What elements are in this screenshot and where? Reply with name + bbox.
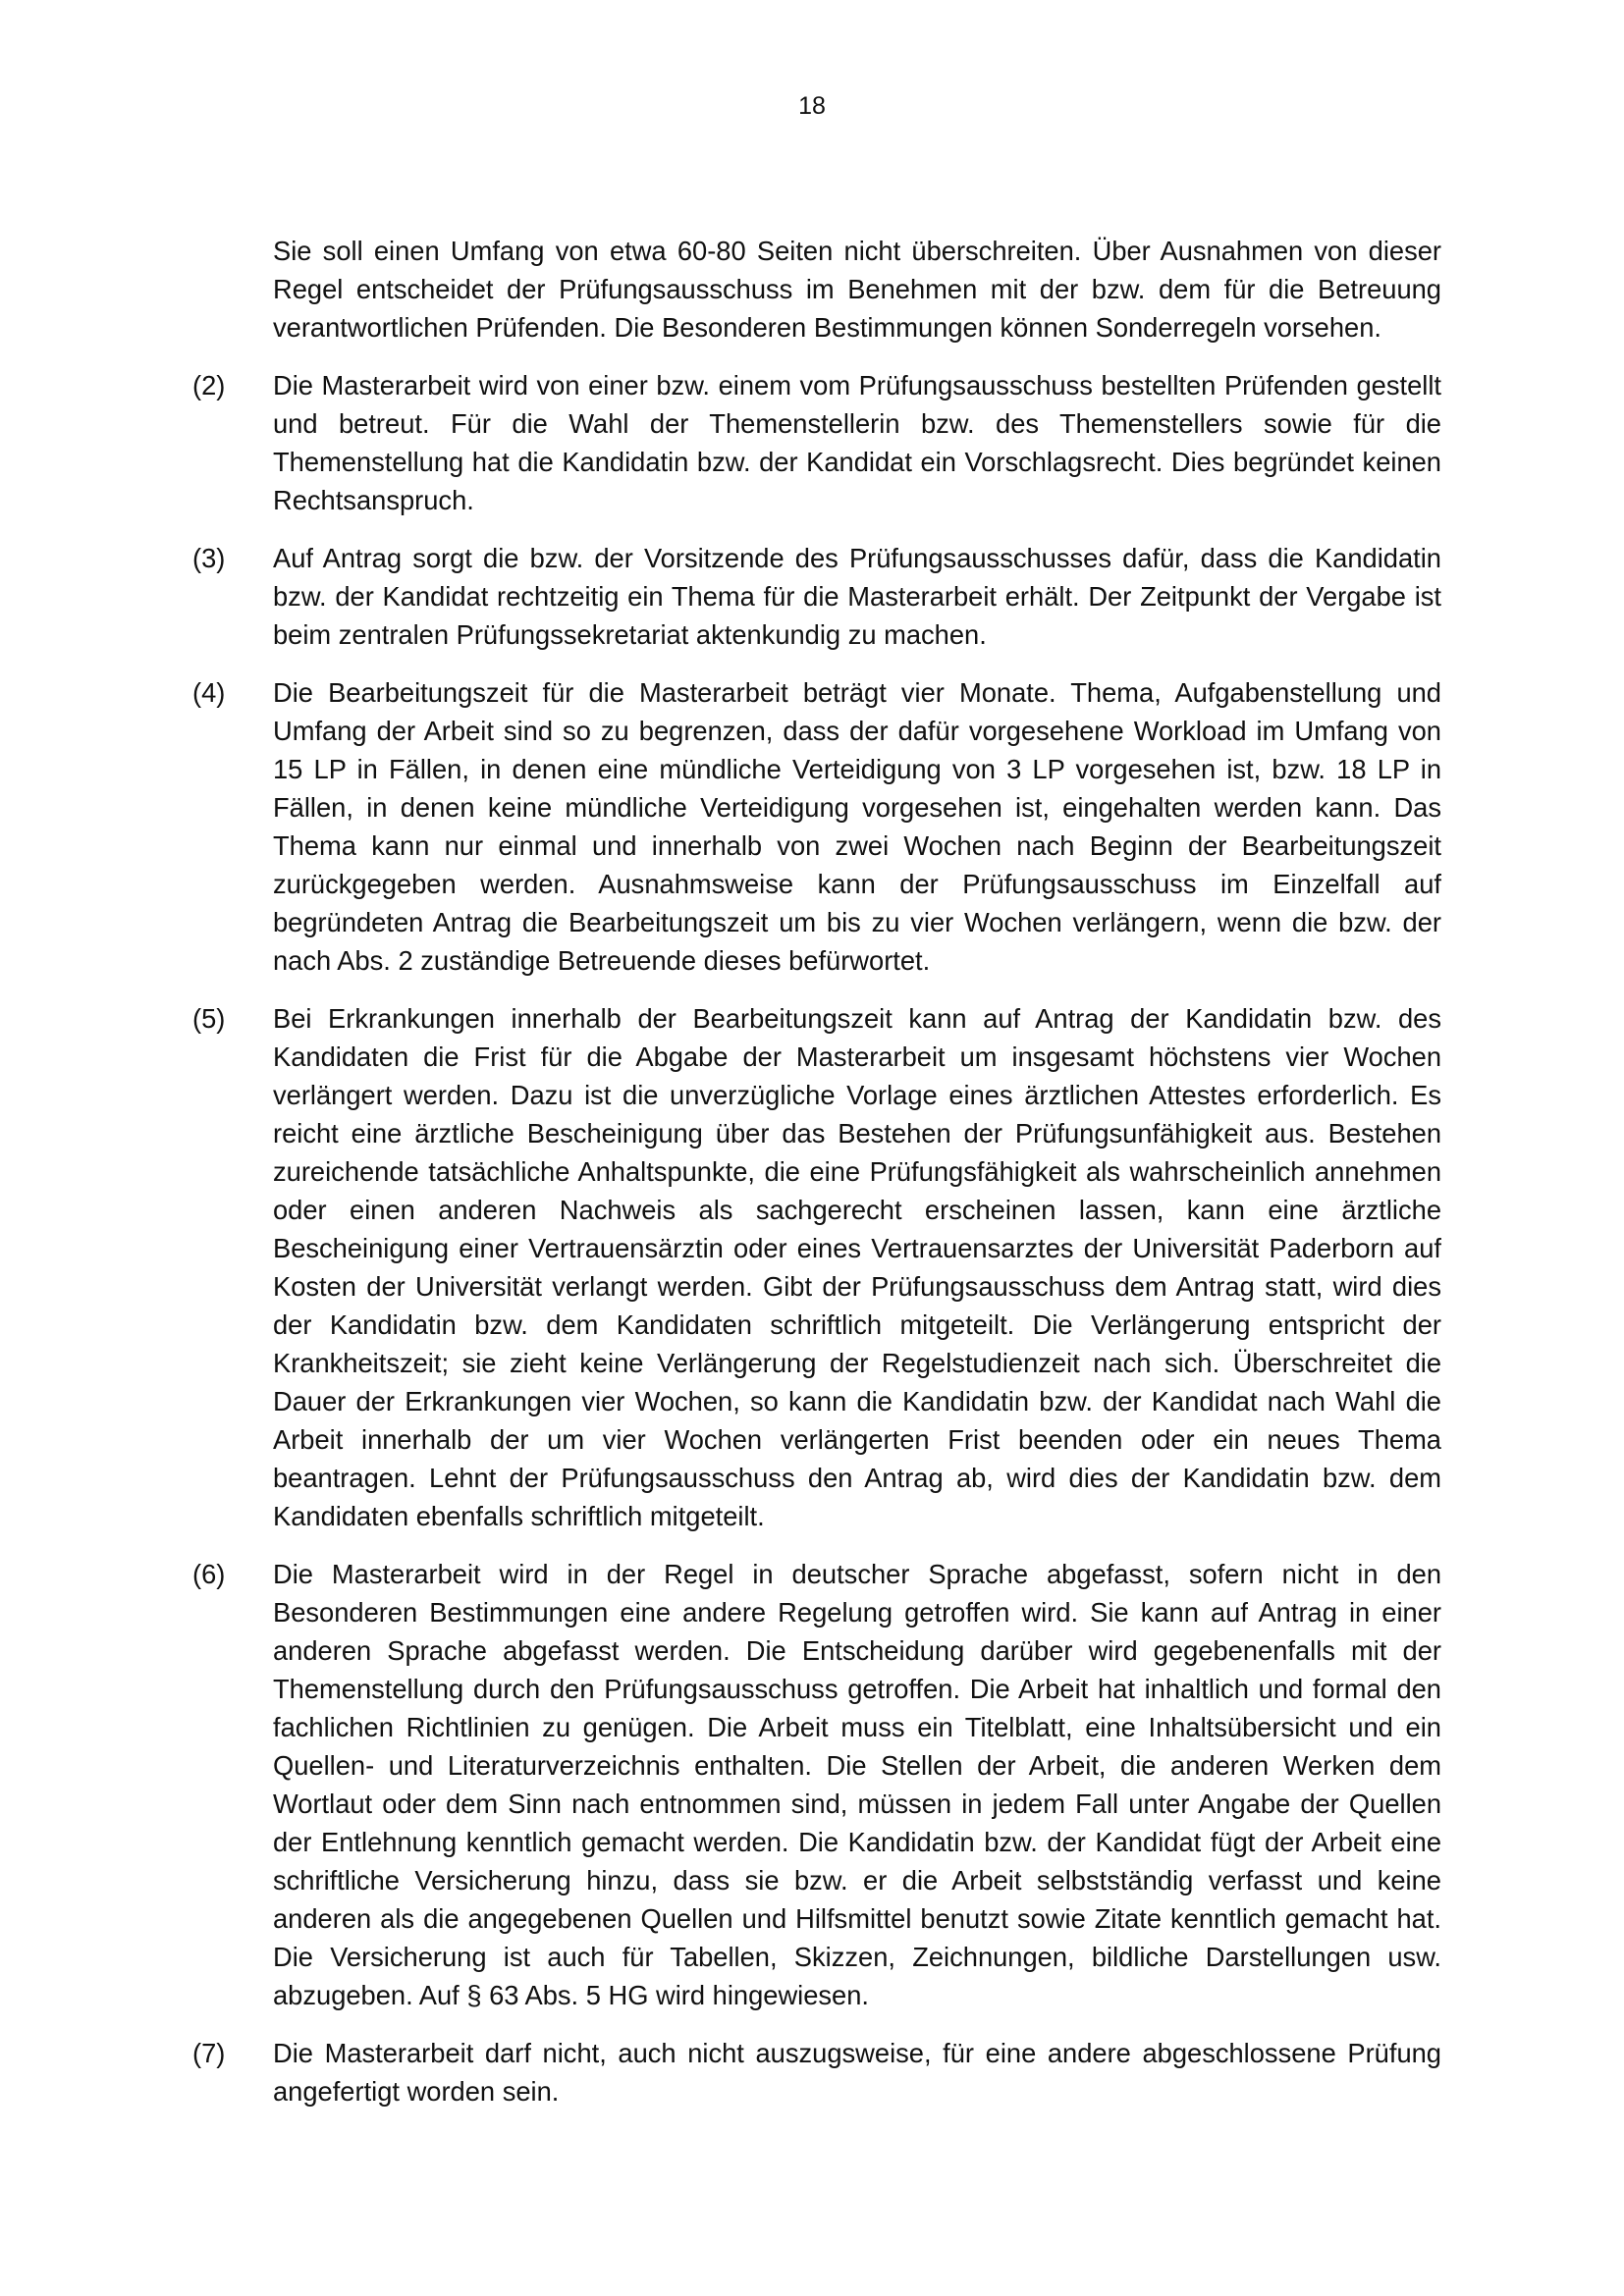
paragraph-text: Die Masterarbeit wird in der Regel in deutscher Sprache abgefasst, sofern nicht in den Besonderen Bestimmungen eine andere Regelung getroffen wird. Sie kann auf Antrag in einer anderen Sprache abgefasst werden. Die Entscheidung darüber wird gegebenenfalls mit der Themenstellung durch den Prüfungsausschuss getroffen. Die Arbeit hat inhaltlich und formal den fachlichen Richtlinien zu genügen. Die Arbeit muss ein Titelblatt, eine Inhaltsübersicht und ein Quellen- und Literaturverzeichnis enthalten. Die Stellen der Arbeit, die anderen Werken dem Wortlaut oder dem Sinn nach entnommen sind, müssen in jedem Fall unter Angabe der Quellen der Entlehnung kenntlich gemacht werden. Die Kandidatin bzw. der Kandidat fügt der Arbeit eine schriftliche Versicherung hinzu, dass sie bzw. er die Arbeit selbstständig verfasst und keine anderen als die angegebenen Quellen und Hilfsmittel benutzt sowie Zitate kenntlich gemacht hat. Die Versicherung ist auch für Tabellen, Skizzen, Zeichnungen, bildliche Darstellungen usw. abzugeben. Auf § 63 Abs. 5 HG wird hingewiesen. bbox=[273, 1559, 1441, 2010]
paragraph-3 bbox=[192, 539, 1441, 654]
paragraph-number: (5) bbox=[192, 1003, 226, 1034]
paragraph-number: (4) bbox=[192, 677, 226, 708]
paragraph-number: (6) bbox=[192, 1559, 226, 1589]
paragraph-number: (2) bbox=[192, 370, 226, 400]
paragraph-text: Sie soll einen Umfang von etwa 60-80 Seiten nicht überschreiten. Über Ausnahmen von dieser Regel entscheidet der Prüfungsausschuss im Benehmen mit der bzw. dem für die Betreuung verantwortlichen Prüfenden. Die Besonderen Bestimmungen können Sonderregeln vorsehen. bbox=[273, 236, 1441, 343]
paragraph-4 bbox=[192, 673, 1441, 980]
paragraph-continuation bbox=[192, 232, 1441, 347]
paragraph-text: Die Masterarbeit wird von einer bzw. einem vom Prüfungsausschuss bestellten Prüfenden gestellt und betreut. Für die Wahl der Themenstellerin bzw. des Themenstellers sowie für die Themenstellung hat die Kandidatin bzw. der Kandidat ein Vorschlagsrecht. Dies begründet keinen Rechtsanspruch. bbox=[273, 370, 1441, 515]
paragraph-5 bbox=[192, 999, 1441, 1535]
paragraph-text: Die Bearbeitungszeit für die Masterarbeit beträgt vier Monate. Thema, Aufgabenstellung und Umfang der Arbeit sind so zu begrenzen, dass der dafür vorgesehene Workload im Umfang von 15 LP in Fällen, in denen eine mündliche Verteidigung von 3 LP vorgesehen ist, bzw. 18 LP in Fällen, in denen keine mündliche Verteidigung vorgesehen ist, eingehalten werden kann. Das Thema kann nur einmal und innerhalb von zwei Wochen nach Beginn der Bearbeitungszeit zurückgegeben werden. Ausnahmsweise kann der Prüfungsausschuss im Einzelfall auf begründeten Antrag die Bearbeitungszeit um bis zu vier Wochen verlängern, wenn die bzw. der nach Abs. 2 zuständige Betreuende dieses befürwortet. bbox=[273, 677, 1441, 976]
paragraph-7 bbox=[192, 2034, 1441, 2110]
paragraph-number: (7) bbox=[192, 2038, 226, 2068]
paragraph-2 bbox=[192, 366, 1441, 519]
paragraph-text: Bei Erkrankungen innerhalb der Bearbeitungszeit kann auf Antrag der Kandidatin bzw. des Kandidaten die Frist für die Abgabe der Masterarbeit um insgesamt höchstens vier Wochen verlängert werden. Dazu ist die unverzügliche Vorlage eines ärztlichen Attestes erforderlich. Es reicht eine ärztliche Bescheinigung über das Bestehen der Prüfungsunfähigkeit aus. Bestehen zureichende tatsächliche Anhaltspunkte, die eine Prüfungsfähigkeit als wahrscheinlich annehmen oder einen anderen Nachweis als sachgerecht erscheinen lassen, kann eine ärztliche Bescheinigung einer Vertrauensärztin oder eines Vertrauensarztes der Universität Paderborn auf Kosten der Universität verlangt werden. Gibt der Prüfungsausschuss dem Antrag statt, wird dies der Kandidatin bzw. dem Kandidaten schriftlich mitgeteilt. Die Verlängerung entspricht der Krankheitszeit; sie zieht keine Verlängerung der Regelstudienzeit nach sich. Überschreitet die Dauer der Erkrankungen vier Wochen, so kann die Kandidatin bzw. der Kandidat nach Wahl die Arbeit innerhalb der um vier Wochen verlängerten Frist beenden oder ein neues Thema beantragen. Lehnt der Prüfungsausschuss den Antrag ab, wird dies der Kandidatin bzw. dem Kandidaten ebenfalls schriftlich mitgeteilt. bbox=[273, 1003, 1441, 1531]
paragraph-text: Die Masterarbeit darf nicht, auch nicht auszugsweise, für eine andere abgeschlossene Prüfung angefertigt worden sein. bbox=[273, 2038, 1441, 2107]
paragraph-text: Auf Antrag sorgt die bzw. der Vorsitzende des Prüfungsausschusses dafür, dass die Kandidatin bzw. der Kandidat rechtzeitig ein Thema für die Masterarbeit erhält. Der Zeitpunkt der Vergabe ist beim zentralen Prüfungssekretariat aktenkundig zu machen. bbox=[273, 543, 1441, 650]
document-body bbox=[192, 232, 1441, 2130]
page-number: 18 bbox=[798, 92, 826, 120]
paragraph-6 bbox=[192, 1555, 1441, 2014]
paragraph-number: (3) bbox=[192, 543, 226, 573]
